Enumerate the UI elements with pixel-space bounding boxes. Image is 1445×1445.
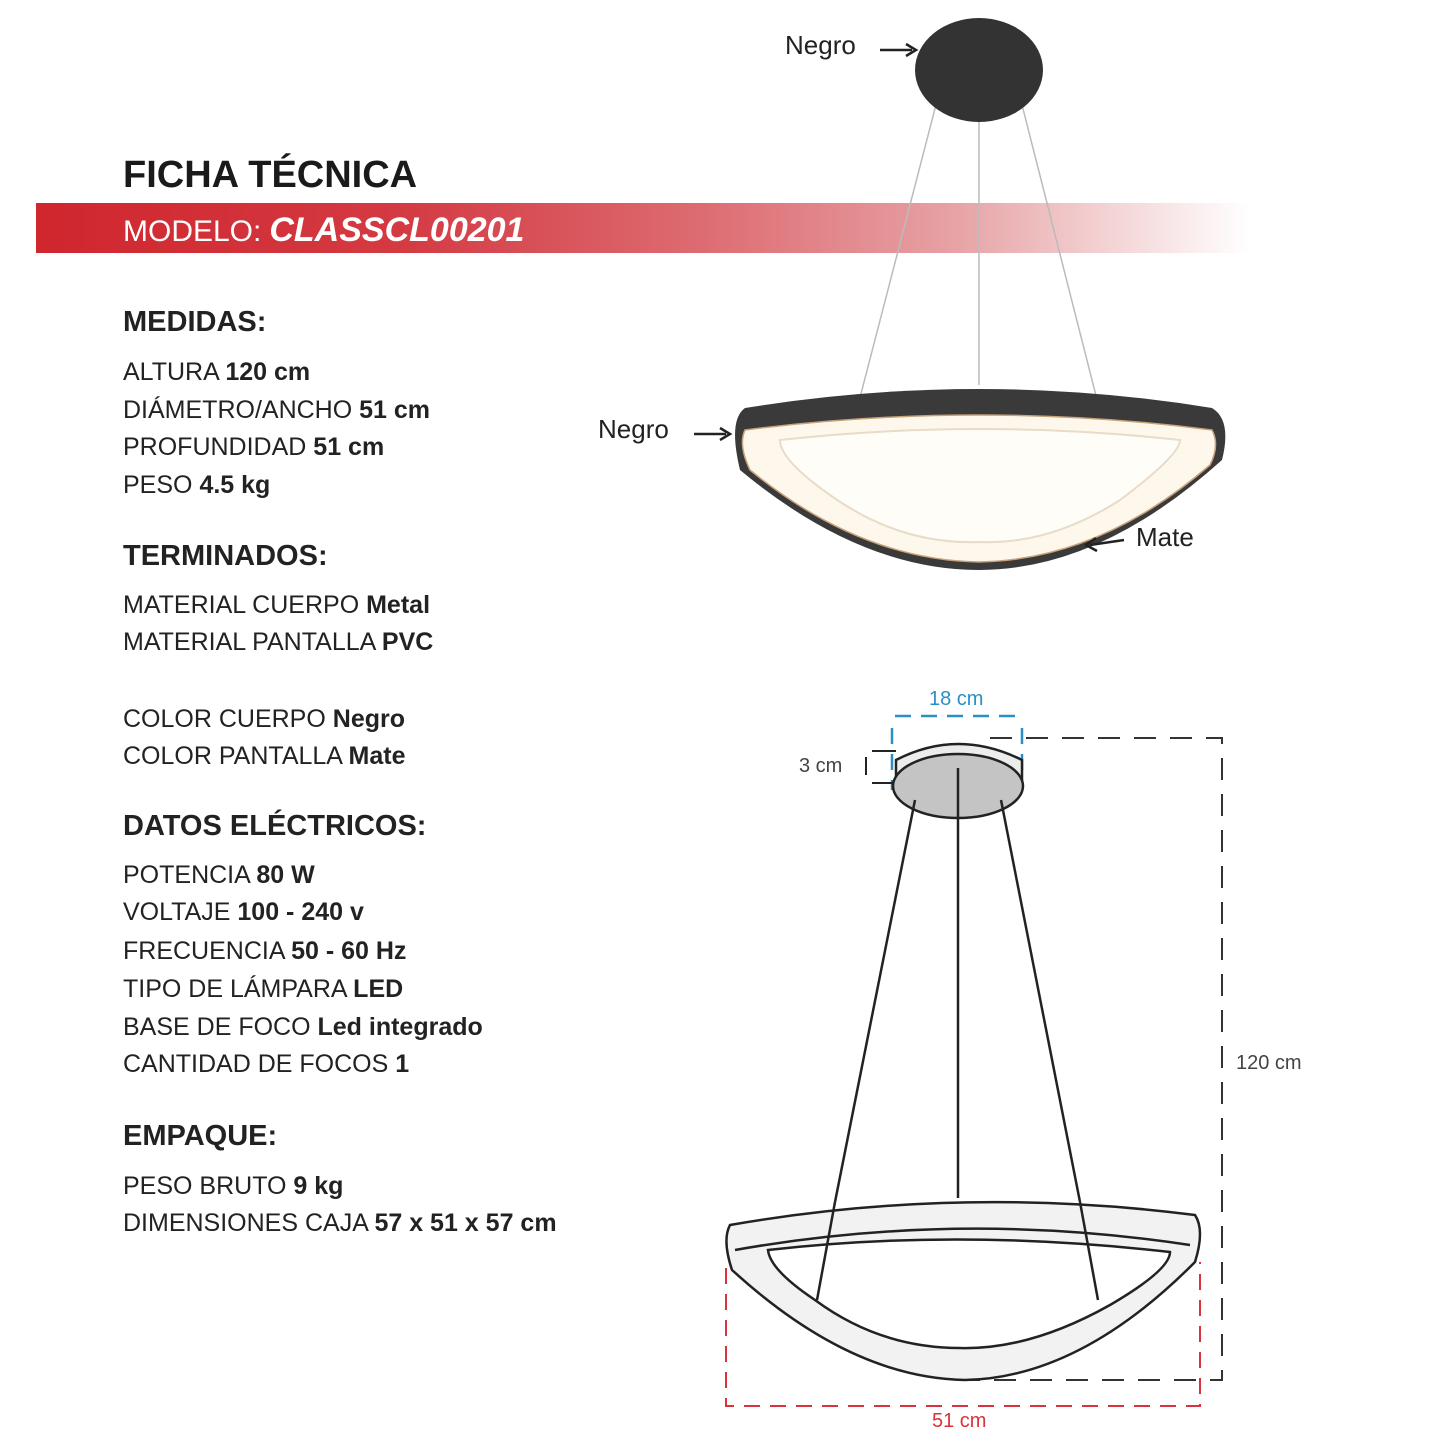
spec-label: COLOR CUERPO [123,705,326,733]
spec-value: 120 cm [225,358,311,386]
spec-value: Mate [348,742,406,770]
spec-label: PROFUNDIDAD [123,433,307,461]
page-title: FICHA TÉCNICA [123,154,418,196]
spec-label: FRECUENCIA [123,937,285,965]
canopy-black [915,18,1043,122]
lamp-drawing [726,716,1222,1406]
dim-canopy-width: 18 cm [929,688,984,710]
dim-canopy-height: 3 cm [799,755,843,777]
spec-label: MATERIAL CUERPO [123,591,360,619]
spec-value: 50 - 60 Hz [291,937,407,965]
section-heading-electricos: DATOS ELÉCTRICOS: [123,810,427,842]
spec-label: TIPO DE LÁMPARA [123,975,347,1003]
dim-total-height: 120 cm [1236,1052,1302,1074]
spec-value: LED [353,975,404,1003]
spec-value: 1 [395,1050,410,1078]
spec-value: 9 kg [293,1172,344,1200]
section-heading-medidas: MEDIDAS: [123,306,267,338]
callout-canopy: Negro [785,30,856,60]
spec-value: Metal [366,591,431,619]
spec-value: 100 - 240 v [237,898,364,926]
section-heading-terminados: TERMINADOS: [123,540,328,572]
lamp-photo [694,18,1225,570]
callout-ring: Negro [598,414,669,444]
spec-label: COLOR PANTALLA [123,742,342,770]
callout-shade: Mate [1136,522,1194,552]
model-value: CLASSCL00201 [269,211,525,249]
section-heading-empaque: EMPAQUE: [123,1120,278,1152]
spec-value: 4.5 kg [199,471,271,499]
spec-label: DIMENSIONES CAJA [123,1209,368,1237]
spec-value: Led integrado [317,1013,483,1041]
spec-value: Negro [332,705,405,733]
spec-label: DIÁMETRO/ANCHO [123,396,353,424]
spec-label: BASE DE FOCO [123,1013,311,1041]
spec-label: POTENCIA [123,861,250,889]
spec-label: CANTIDAD DE FOCOS [123,1050,389,1078]
spec-value: 80 W [256,861,315,889]
spec-label: ALTURA [123,358,219,386]
spec-label: VOLTAJE [123,898,231,926]
spec-value: PVC [381,628,434,656]
model-label: MODELO: [123,215,262,248]
spec-label: PESO [123,471,193,499]
spec-value: 51 cm [313,433,385,461]
dim-width: 51 cm [932,1410,987,1432]
spec-label: MATERIAL PANTALLA [123,628,375,656]
spec-value: 57 x 51 x 57 cm [374,1209,557,1237]
spec-label: PESO BRUTO [123,1172,287,1200]
spec-value: 51 cm [359,396,431,424]
